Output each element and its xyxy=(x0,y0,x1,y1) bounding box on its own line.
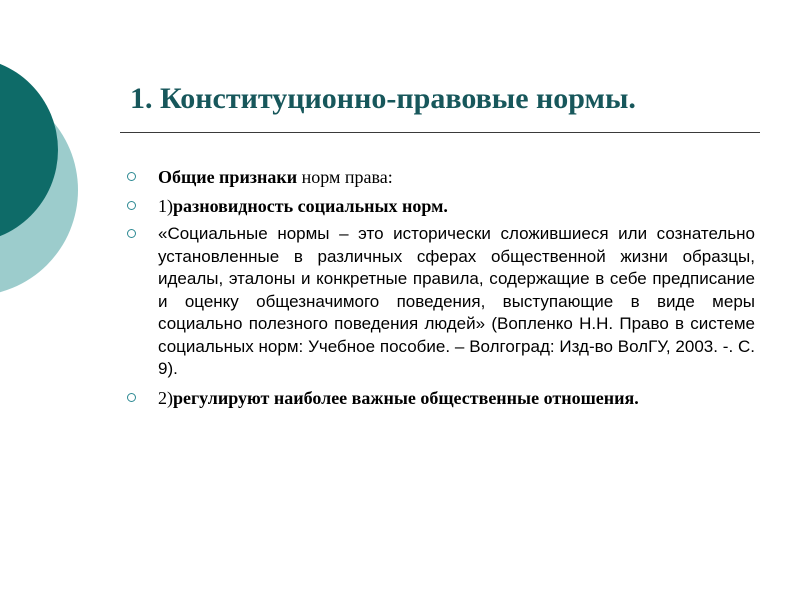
title-divider xyxy=(120,132,760,133)
bullet-item-4 xyxy=(125,387,755,410)
bullet-item-2 xyxy=(125,195,755,218)
bullet-icon xyxy=(127,229,136,238)
bullet-item-3 xyxy=(125,223,755,381)
bullet-1-bold: Общие признаки xyxy=(158,167,298,187)
bullet-2-prefix: 1) xyxy=(158,195,173,216)
bullet-list xyxy=(125,166,755,415)
bullet-item-1 xyxy=(125,166,755,189)
decorative-circles xyxy=(0,0,120,320)
bullet-4-prefix: 2) xyxy=(158,387,173,408)
bullet-icon xyxy=(127,172,136,181)
bullet-2-bold: разновидность социальных норм. xyxy=(173,195,448,216)
bullet-icon xyxy=(127,393,136,402)
bullet-1-text: норм права: xyxy=(297,167,393,187)
bullet-icon xyxy=(127,201,136,210)
slide-title: 1. Конституционно-правовые нормы. xyxy=(130,82,636,115)
bullet-4-bold: регулируют наиболее важные общественные отношения. xyxy=(173,387,639,408)
bullet-3-text: «Социальные нормы – это исторически сложившиеся или сознательно установленные в различных сферах общественной жизни образцы, идеалы, эталоны и конкретные правила, содержащие в себе предписание и оценку общезначимого поведения, выступающие в виде меры социально полезного поведения людей» (Вопленко Н.Н. Право в системе социальных норм: Учебное пособие. – Волгоград: Изд-во ВолГУ, 2003. -. С. 9). xyxy=(158,224,755,378)
